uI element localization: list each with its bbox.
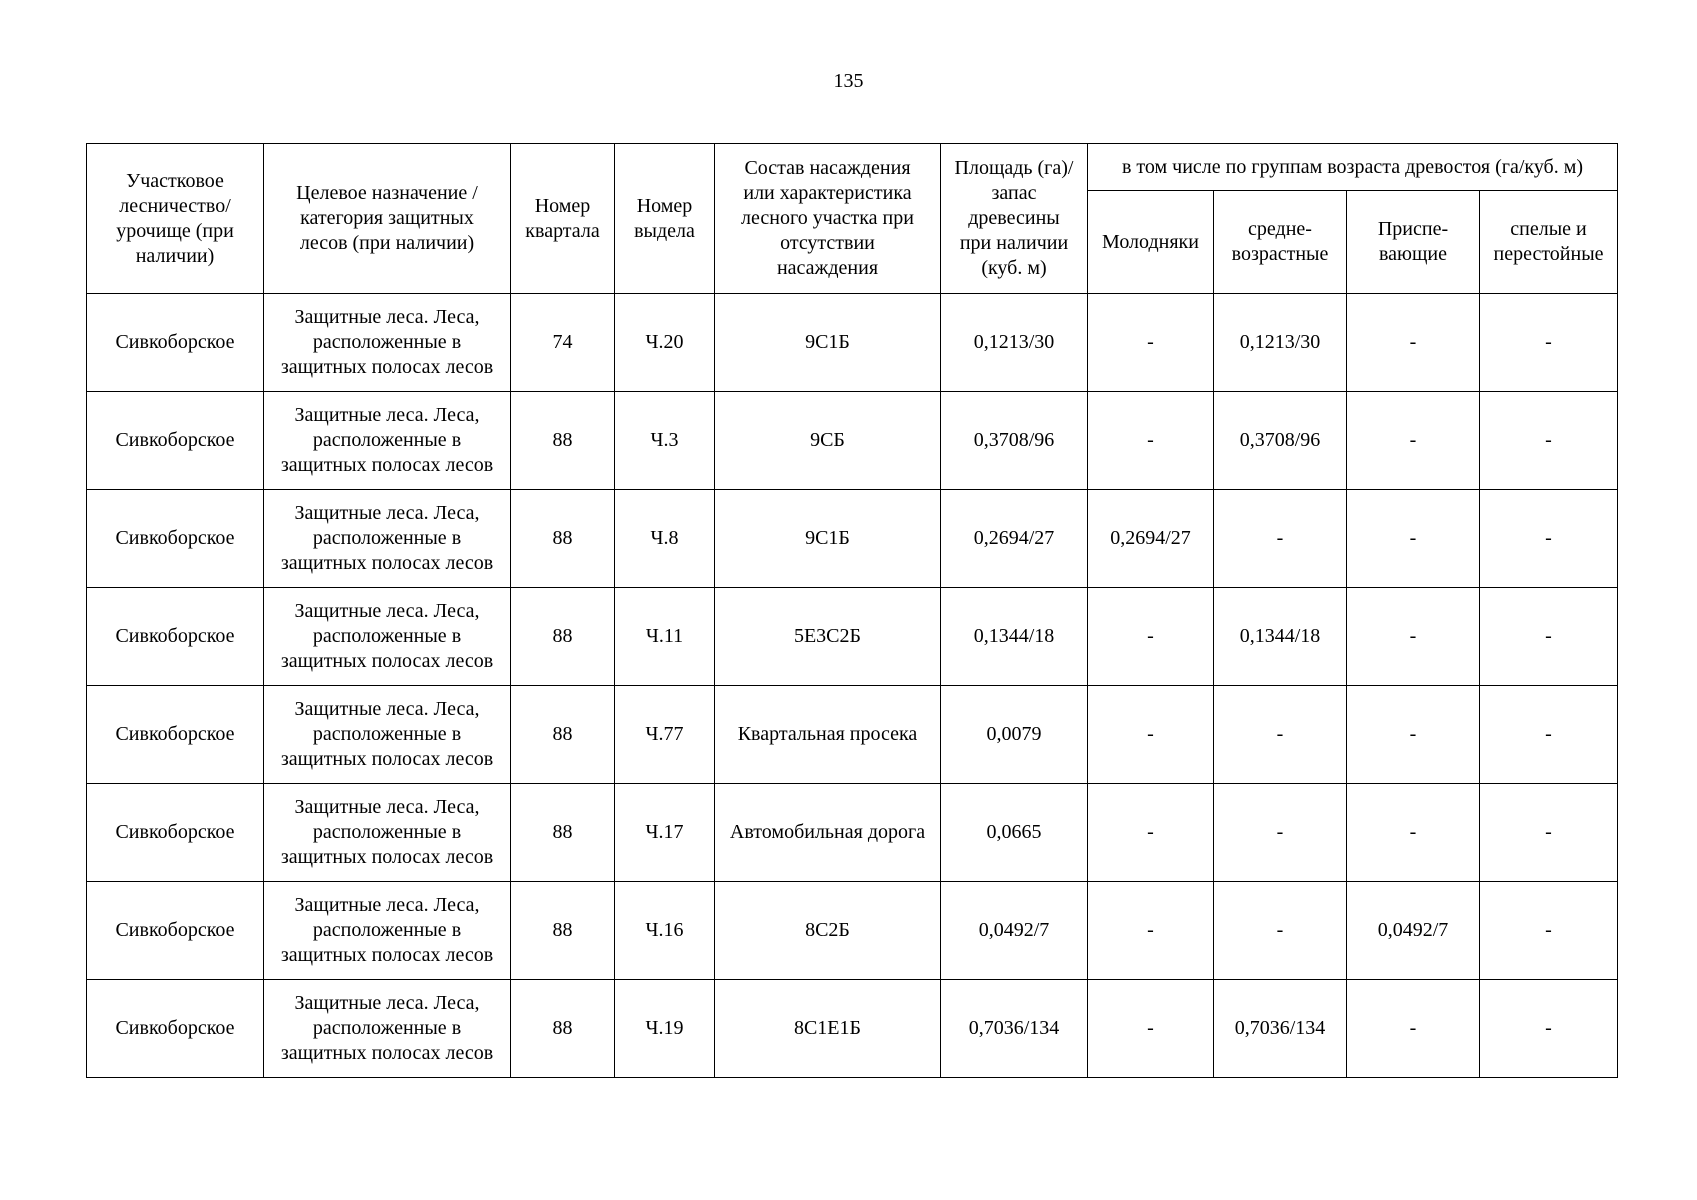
cell-young: - [1088, 588, 1214, 686]
cell-middle: 0,7036/134 [1214, 980, 1347, 1078]
cell-area: 0,1213/30 [941, 294, 1088, 392]
cell-composition: Автомобильная дорога [715, 784, 941, 882]
cell-purpose: Защитные леса. Леса, расположенные в защитных полосах лесов [264, 882, 511, 980]
cell-purpose: Защитные леса. Леса, расположенные в защитных полосах лесов [264, 784, 511, 882]
cell-district: Сивкоборское [87, 784, 264, 882]
cell-mature: - [1480, 686, 1618, 784]
header-purpose: Целевое назначение / категория защитных лесов (при наличии) [264, 144, 511, 294]
cell-area: 0,0079 [941, 686, 1088, 784]
cell-mature: - [1480, 490, 1618, 588]
header-row-1 [87, 144, 1618, 191]
table-row [87, 784, 1618, 882]
cell-district: Сивкоборское [87, 588, 264, 686]
table-row [87, 980, 1618, 1078]
header-section: Номер выдела [615, 144, 715, 294]
cell-composition: 8С1Е1Б [715, 980, 941, 1078]
cell-purpose: Защитные леса. Леса, расположенные в защитных полосах лесов [264, 392, 511, 490]
header-young: Молодняки [1088, 191, 1214, 294]
cell-district: Сивкоборское [87, 882, 264, 980]
cell-purpose: Защитные леса. Леса, расположенные в защитных полосах лесов [264, 980, 511, 1078]
cell-section: Ч.77 [615, 686, 715, 784]
table-row [87, 392, 1618, 490]
table-row [87, 294, 1618, 392]
cell-area: 0,3708/96 [941, 392, 1088, 490]
cell-maturing: - [1347, 490, 1480, 588]
cell-section: Ч.16 [615, 882, 715, 980]
page-number: 135 [833, 70, 864, 92]
cell-maturing: 0,0492/7 [1347, 882, 1480, 980]
cell-young: 0,2694/27 [1088, 490, 1214, 588]
cell-area: 0,7036/134 [941, 980, 1088, 1078]
cell-area: 0,0492/7 [941, 882, 1088, 980]
cell-quarter: 74 [511, 294, 615, 392]
cell-quarter: 88 [511, 980, 615, 1078]
header-district: Участковое лесничество/ урочище (при наличии) [87, 144, 264, 294]
cell-area: 0,1344/18 [941, 588, 1088, 686]
cell-young: - [1088, 392, 1214, 490]
cell-section: Ч.19 [615, 980, 715, 1078]
cell-purpose: Защитные леса. Леса, расположенные в защитных полосах лесов [264, 588, 511, 686]
cell-young: - [1088, 784, 1214, 882]
cell-maturing: - [1347, 980, 1480, 1078]
header-maturing: Приспе- вающие [1347, 191, 1480, 294]
cell-composition: 9С1Б [715, 294, 941, 392]
cell-maturing: - [1347, 686, 1480, 784]
header-mature: спелые и перестойные [1480, 191, 1618, 294]
cell-section: Ч.3 [615, 392, 715, 490]
cell-district: Сивкоборское [87, 980, 264, 1078]
cell-area: 0,0665 [941, 784, 1088, 882]
table-header [87, 144, 1618, 294]
cell-purpose: Защитные леса. Леса, расположенные в защитных полосах лесов [264, 686, 511, 784]
cell-quarter: 88 [511, 882, 615, 980]
cell-composition: Квартальная просека [715, 686, 941, 784]
cell-district: Сивкоборское [87, 294, 264, 392]
cell-quarter: 88 [511, 392, 615, 490]
table-row [87, 588, 1618, 686]
cell-district: Сивкоборское [87, 392, 264, 490]
cell-section: Ч.20 [615, 294, 715, 392]
cell-young: - [1088, 294, 1214, 392]
cell-maturing: - [1347, 588, 1480, 686]
cell-quarter: 88 [511, 588, 615, 686]
cell-maturing: - [1347, 294, 1480, 392]
cell-section: Ч.8 [615, 490, 715, 588]
cell-area: 0,2694/27 [941, 490, 1088, 588]
cell-quarter: 88 [511, 686, 615, 784]
cell-purpose: Защитные леса. Леса, расположенные в защитных полосах лесов [264, 490, 511, 588]
cell-mature: - [1480, 392, 1618, 490]
cell-young: - [1088, 686, 1214, 784]
cell-composition: 5Е3С2Б [715, 588, 941, 686]
cell-quarter: 88 [511, 784, 615, 882]
cell-mature: - [1480, 882, 1618, 980]
header-middle: средне- возрастные [1214, 191, 1347, 294]
cell-mature: - [1480, 294, 1618, 392]
header-area: Площадь (га)/ запас древесины при наличии (куб. м) [941, 144, 1088, 294]
header-composition: Состав насаждения или характеристика лесного участка при отсутствии насаждения [715, 144, 941, 294]
cell-maturing: - [1347, 392, 1480, 490]
cell-middle: - [1214, 686, 1347, 784]
cell-district: Сивкоборское [87, 686, 264, 784]
cell-middle: - [1214, 490, 1347, 588]
cell-composition: 8С2Б [715, 882, 941, 980]
cell-section: Ч.11 [615, 588, 715, 686]
cell-young: - [1088, 980, 1214, 1078]
table-row [87, 490, 1618, 588]
table-row [87, 882, 1618, 980]
table-body [87, 294, 1618, 1078]
cell-middle: 0,1213/30 [1214, 294, 1347, 392]
cell-maturing: - [1347, 784, 1480, 882]
table-row [87, 686, 1618, 784]
cell-middle: - [1214, 882, 1347, 980]
cell-purpose: Защитные леса. Леса, расположенные в защитных полосах лесов [264, 294, 511, 392]
cell-young: - [1088, 882, 1214, 980]
cell-mature: - [1480, 784, 1618, 882]
cell-quarter: 88 [511, 490, 615, 588]
cell-mature: - [1480, 588, 1618, 686]
cell-middle: 0,3708/96 [1214, 392, 1347, 490]
header-quarter: Номер квартала [511, 144, 615, 294]
cell-district: Сивкоборское [87, 490, 264, 588]
cell-composition: 9С1Б [715, 490, 941, 588]
cell-mature: - [1480, 980, 1618, 1078]
header-age-groups: в том числе по группам возраста древостоя (га/куб. м) [1088, 144, 1618, 191]
cell-composition: 9СБ [715, 392, 941, 490]
cell-middle: - [1214, 784, 1347, 882]
cell-section: Ч.17 [615, 784, 715, 882]
forest-plots-table [86, 143, 1618, 1078]
cell-middle: 0,1344/18 [1214, 588, 1347, 686]
